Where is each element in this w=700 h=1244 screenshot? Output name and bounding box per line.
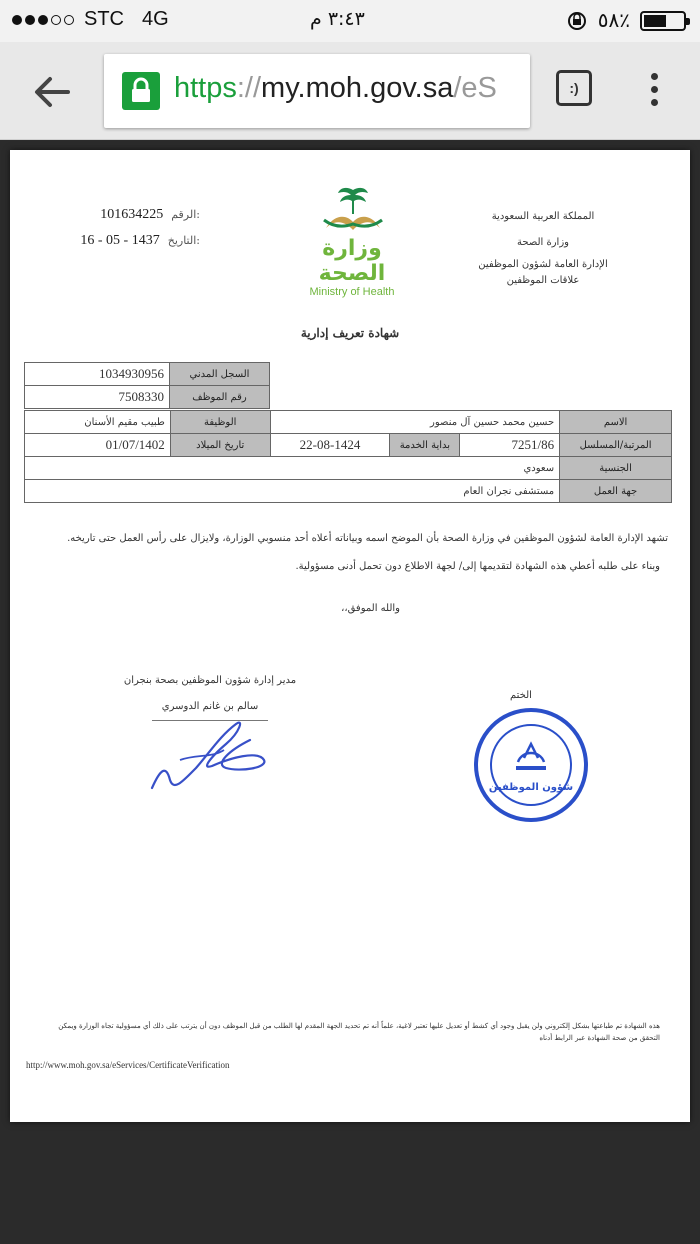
url-host: my.moh.gov.sa <box>261 72 454 104</box>
browser-toolbar <box>0 42 700 140</box>
carrier-info <box>12 8 169 31</box>
carrier-name: STC <box>84 8 124 30</box>
battery-percent: ٥٨٪ <box>597 10 630 32</box>
name-label: الاسم <box>560 411 672 434</box>
employee-table <box>24 410 672 503</box>
header-line: الإدارة العامة لشؤون الموظفين <box>478 259 608 270</box>
handwritten-signature <box>140 710 280 800</box>
signer-name: سالم بن غانم الدوسري <box>152 694 268 721</box>
document-title: شهادة تعريف إدارية <box>300 326 400 340</box>
moh-emblem-icon <box>318 184 388 240</box>
tab-switcher-button[interactable]: :) <box>556 70 592 106</box>
stamp-text: شؤون الموظفين <box>488 782 574 793</box>
date-label: التاريخ: <box>167 234 200 247</box>
table-row <box>25 480 672 503</box>
employee-no-label: رقم الموظف <box>170 386 270 409</box>
status-bar <box>0 0 700 42</box>
civil-id-label: السجل المدني <box>170 363 270 386</box>
battery-icon <box>640 11 686 31</box>
orientation-lock-icon <box>566 10 588 32</box>
nationality-value: سعودي <box>25 457 560 480</box>
certificate-page <box>10 150 690 1122</box>
closing-text: والله الموفق،، <box>341 603 400 614</box>
service-start-value: 22-08-1424 <box>270 434 390 457</box>
ref-label: الرقم: <box>171 208 200 221</box>
rank-value: 7251/86 <box>460 434 560 457</box>
purpose-paragraph: وبناء على طلبه أعطي هذه الشهادة لتقديمها إلى/ لجهة الاطلاع دون تحمل أدنى مسؤولية. <box>295 561 660 572</box>
address-bar[interactable] <box>104 54 530 128</box>
certification-paragraph: تشهد الإدارة العامة لشؤون الموظفين في وزارة الصحة بأن الموضح اسمه وبياناته أعلاه أحد منسوبي الوزارة، ولايزال على رأس العمل حتى تاريخه. <box>67 533 668 544</box>
name-value: حسين محمد حسين آل منصور <box>270 411 560 434</box>
civil-id-value: 1034930956 <box>25 363 170 386</box>
url-path: /eS <box>453 72 497 104</box>
employee-no-value: 7508330 <box>25 386 170 409</box>
verification-url[interactable]: http://www.moh.gov.sa/eServices/CertificateVerification <box>26 1060 230 1070</box>
table-row <box>25 411 672 434</box>
rank-label: المرتبة/المسلسل <box>560 434 672 457</box>
signal-strength-icon <box>12 15 74 25</box>
official-stamp <box>472 706 590 824</box>
job-label: الوظيفة <box>170 411 270 434</box>
table-row <box>25 434 672 457</box>
table-row <box>25 363 270 386</box>
nationality-label: الجنسية <box>560 457 672 480</box>
issuer-header <box>468 204 618 288</box>
header-line: المملكة العربية السعودية <box>491 211 595 222</box>
logo-arabic-text: وزارة الصحة <box>318 236 386 286</box>
network-type: 4G <box>142 8 169 30</box>
table-row <box>25 386 270 409</box>
overflow-menu-icon[interactable] <box>644 70 664 114</box>
legal-footnote: هذه الشهادة تم طباعتها بشكل إلكتروني ولن يقبل وجود أي كشط أو تعديل عليها تعتبر لاغية، علماً أنه تم تحديد الجهة المقدم لها الطلب من قبل الموظف دون أن يترتب على ذلك أي مسؤولية تجاه الوزارة ويمكن التحقق من صحة الشهادة عبر الرابط أدناه <box>58 1022 660 1042</box>
header-line: وزارة الصحة <box>517 237 569 248</box>
lock-icon <box>122 72 160 110</box>
url-scheme: https <box>174 72 237 104</box>
service-start-label: بداية الخدمة <box>390 434 460 457</box>
ref-date: 16 - 05 - 1437 <box>80 233 160 248</box>
id-table <box>24 362 270 409</box>
job-value: طبيب مقيم الأسنان <box>25 411 171 434</box>
birth-label: تاريخ الميلاد <box>170 434 270 457</box>
table-row <box>25 457 672 480</box>
workplace-label: جهة العمل <box>560 480 672 503</box>
logo-english-text: Ministry of Health <box>309 286 395 298</box>
signer-title: مدير إدارة شؤون الموظفين بصحة بنجران <box>123 675 297 686</box>
reference-block <box>50 202 200 254</box>
birth-value: 01/07/1402 <box>25 434 171 457</box>
workplace-value: مستشفى نجران العام <box>25 480 560 503</box>
stamp-label: الختم <box>510 690 532 701</box>
battery-level <box>644 15 666 27</box>
url-text <box>174 72 497 105</box>
ref-number: 101634225 <box>100 207 164 222</box>
header-line: علاقات الموظفين <box>506 275 580 286</box>
moh-logo <box>292 184 412 298</box>
back-arrow-icon[interactable] <box>30 70 74 114</box>
url-sep: :// <box>236 72 262 104</box>
clock: ٣:٤٣ م <box>310 8 365 30</box>
